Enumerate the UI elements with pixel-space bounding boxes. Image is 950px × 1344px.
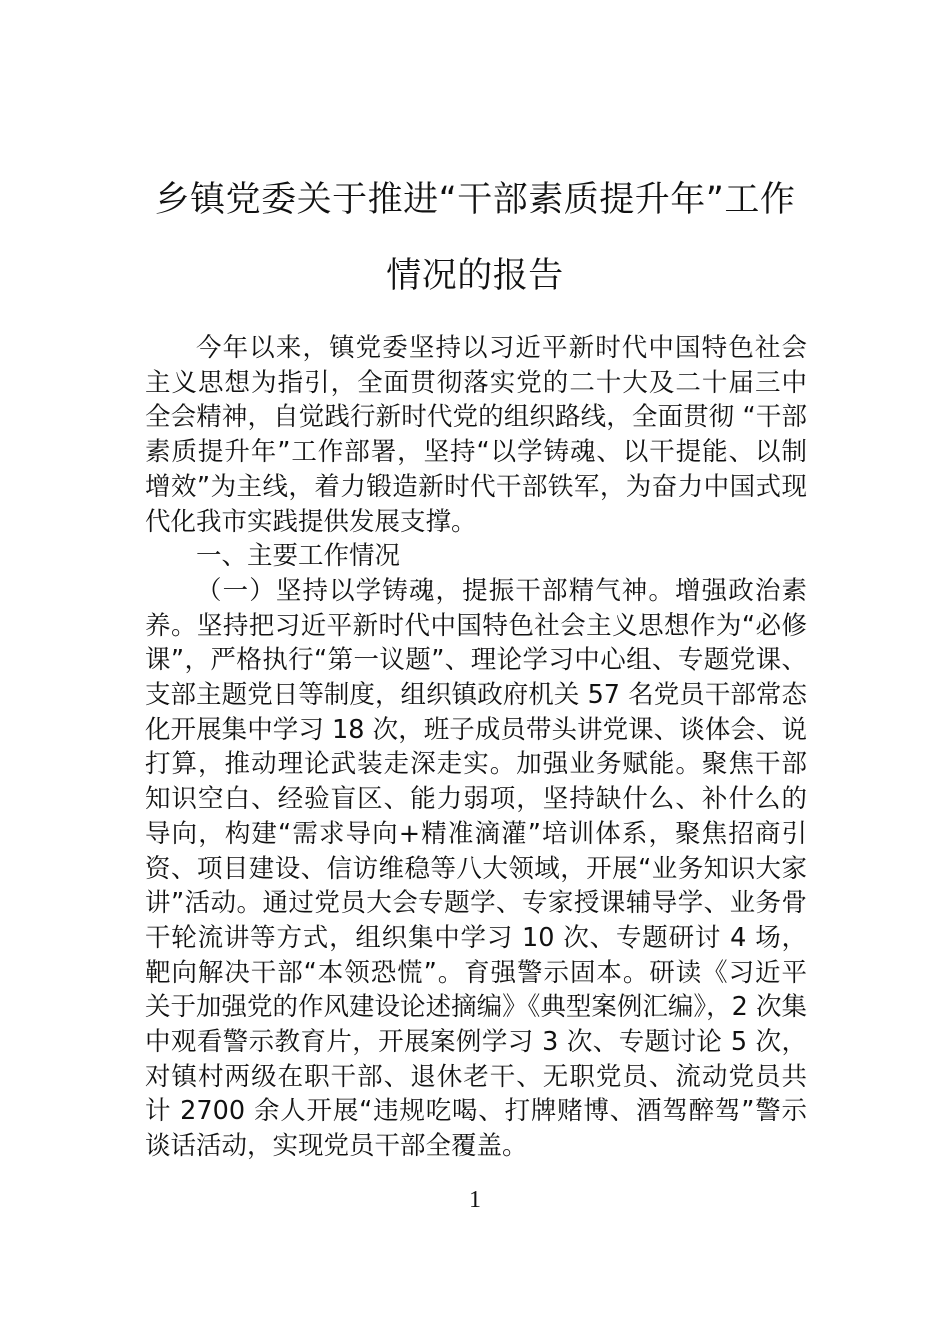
document-body	[145, 331, 807, 1164]
intro-paragraph: 今年以来，镇党委坚持以习近平新时代中国特色社会主义思想为指引，全面贯彻落实党的二十大及二十届三中全会精神，自觉践行新时代党的组织路线，全面贯彻 “干部素质提升年”工作部署，坚持“以学铸魂、以干提能、以制增效”为主线，着力锻造新时代干部铁军，为奋力中国式现代化我市实践提供发展支撑。	[145, 333, 807, 537]
section-heading: 一、主要工作情况	[196, 541, 401, 572]
page-number: 1	[469, 1187, 481, 1213]
document-title: 乡镇党委关于推进“干部素质提升年”工作情况的报告	[154, 180, 796, 296]
section-paragraph: （一）坚持以学铸魂，提振干部精气神。增强政治素养。坚持把习近平新时代中国特色社会主义思想作为“必修课”，严格执行“第一议题”、理论学习中心组、专题党课、支部主题党日等制度，组织镇政府机关 57 名党员干部常态化开展集中学习 18 次，班子成员带头讲党课、谈体会、说打算，推动理论武装走深走实。加强业务赋能。聚焦干部知识空白、经验盲区、能力弱项，坚持缺什么、补什么的导向，构建“需求导向+精准滴灌”培训体系，聚焦招商引资、项目建设、信访维稳等八大领域，开展“业务知识大家讲”活动。通过党员大会专题学、专家授课辅导学、业务骨干轮流讲等方式，组织集中学习 10 次、专题研讨 4 场，靶向解决干部“本领恐慌”。育强警示固本。研读《习近平关于加强党的作风建设论述摘编》《典型案例汇编》，2 次集中观看警示教育片，开展案例学习 3 次、专题讨论 5 次，对镇村两级在职干部、退休老干、无职党员、流动党员共计 2700 余人开展“违规吃喝、打牌赌博、酒驾醉驾”警示谈话活动，实现党员干部全覆盖。	[145, 575, 807, 1162]
